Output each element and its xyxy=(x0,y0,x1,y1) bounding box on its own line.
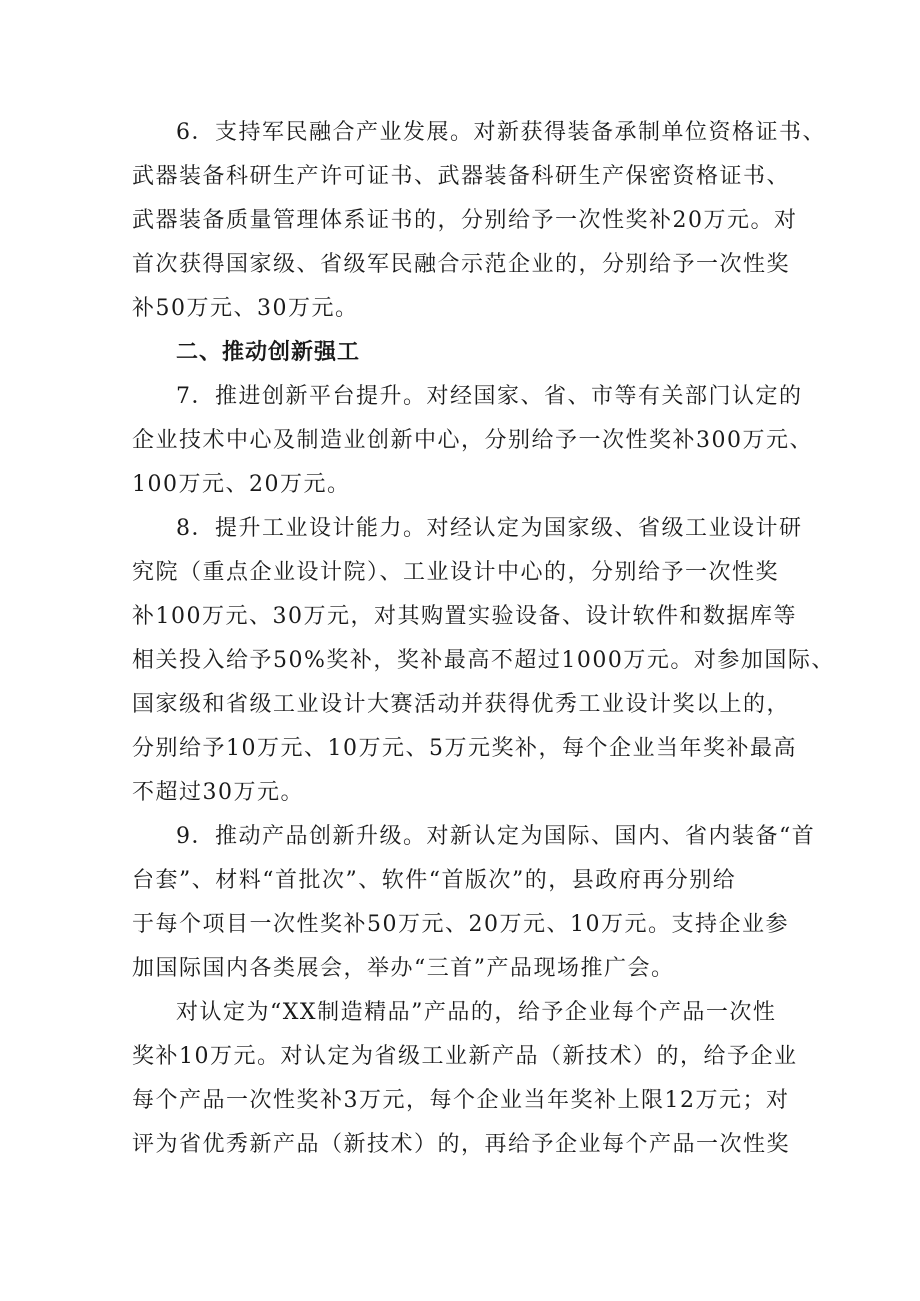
paragraph-7-line-2: 企业技术中心及制造业创新中心，分别给予一次性奖补300万元、 xyxy=(132,428,813,453)
paragraph-8-line-7: 不超过30万元。 xyxy=(132,780,304,805)
paragraph-7-line-3: 100万元、20万元。 xyxy=(132,472,351,497)
paragraph-8-line-5: 国家级和省级工业设计大赛活动并获得优秀工业设计奖以上的， xyxy=(132,692,791,717)
paragraph-9b-line-4: 评为省优秀新产品（新技术）的，再给予企业每个产品一次性奖 xyxy=(132,1132,791,1157)
paragraph-6-line-4: 首次获得国家级、省级军民融合示范企业的，分别给予一次性奖 xyxy=(132,252,791,277)
paragraph-9-line-2: 台套”、材料“首批次”、软件“首版次”的，县政府再分别给 xyxy=(132,868,737,893)
paragraph-6-line-2: 武器装备科研生产许可证书、武器装备科研生产保密资格证书、 xyxy=(132,164,791,189)
paragraph-9-line-3: 于每个项目一次性奖补50万元、20万元、10万元。支持企业参 xyxy=(132,912,789,937)
section-heading: 二、推动创新强工 xyxy=(176,340,361,365)
paragraph-7-line-1: 7．推进创新平台提升。对经国家、省、市等有关部门认定的 xyxy=(176,384,803,409)
paragraph-9-line-4: 加国际国内各类展会，举办“三首”产品现场推广会。 xyxy=(132,956,675,981)
paragraph-8-line-6: 分别给予10万元、10万元、5万元奖补，每个企业当年奖补最高 xyxy=(132,736,797,761)
paragraph-8-line-3: 补100万元、30万元，对其购置实验设备、设计软件和数据库等 xyxy=(132,604,797,629)
paragraph-8-line-2: 究院（重点企业设计院）、工业设计中心的，分别给予一次性奖 xyxy=(132,560,780,585)
paragraph-6-line-1: 6．支持军民融合产业发展。对新获得装备承制单位资格证书、 xyxy=(176,120,826,145)
paragraph-6-line-3: 武器装备质量管理体系证书的，分别给予一次性奖补20万元。对 xyxy=(132,208,798,233)
paragraph-8-line-4: 相关投入给予50%奖补，奖补最高不超过1000万元。对参加国际、 xyxy=(132,648,835,673)
paragraph-6-line-5: 补50万元、30万元。 xyxy=(132,296,359,321)
paragraph-9b-line-3: 每个产品一次性奖补3万元，每个企业当年奖补上限12万元；对 xyxy=(132,1088,790,1113)
paragraph-9b-line-2: 奖补10万元。对认定为省级工业新产品（新技术）的，给予企业 xyxy=(132,1044,798,1069)
paragraph-9b-line-1: 对认定为“XX制造精品”产品的，给予企业每个产品一次性 xyxy=(176,1000,777,1025)
paragraph-8-line-1: 8．提升工业设计能力。对经认定为国家级、省级工业设计研 xyxy=(176,516,803,541)
paragraph-9-line-1: 9．推动产品创新升级。对新认定为国际、国内、省内装备“首 xyxy=(176,824,816,849)
